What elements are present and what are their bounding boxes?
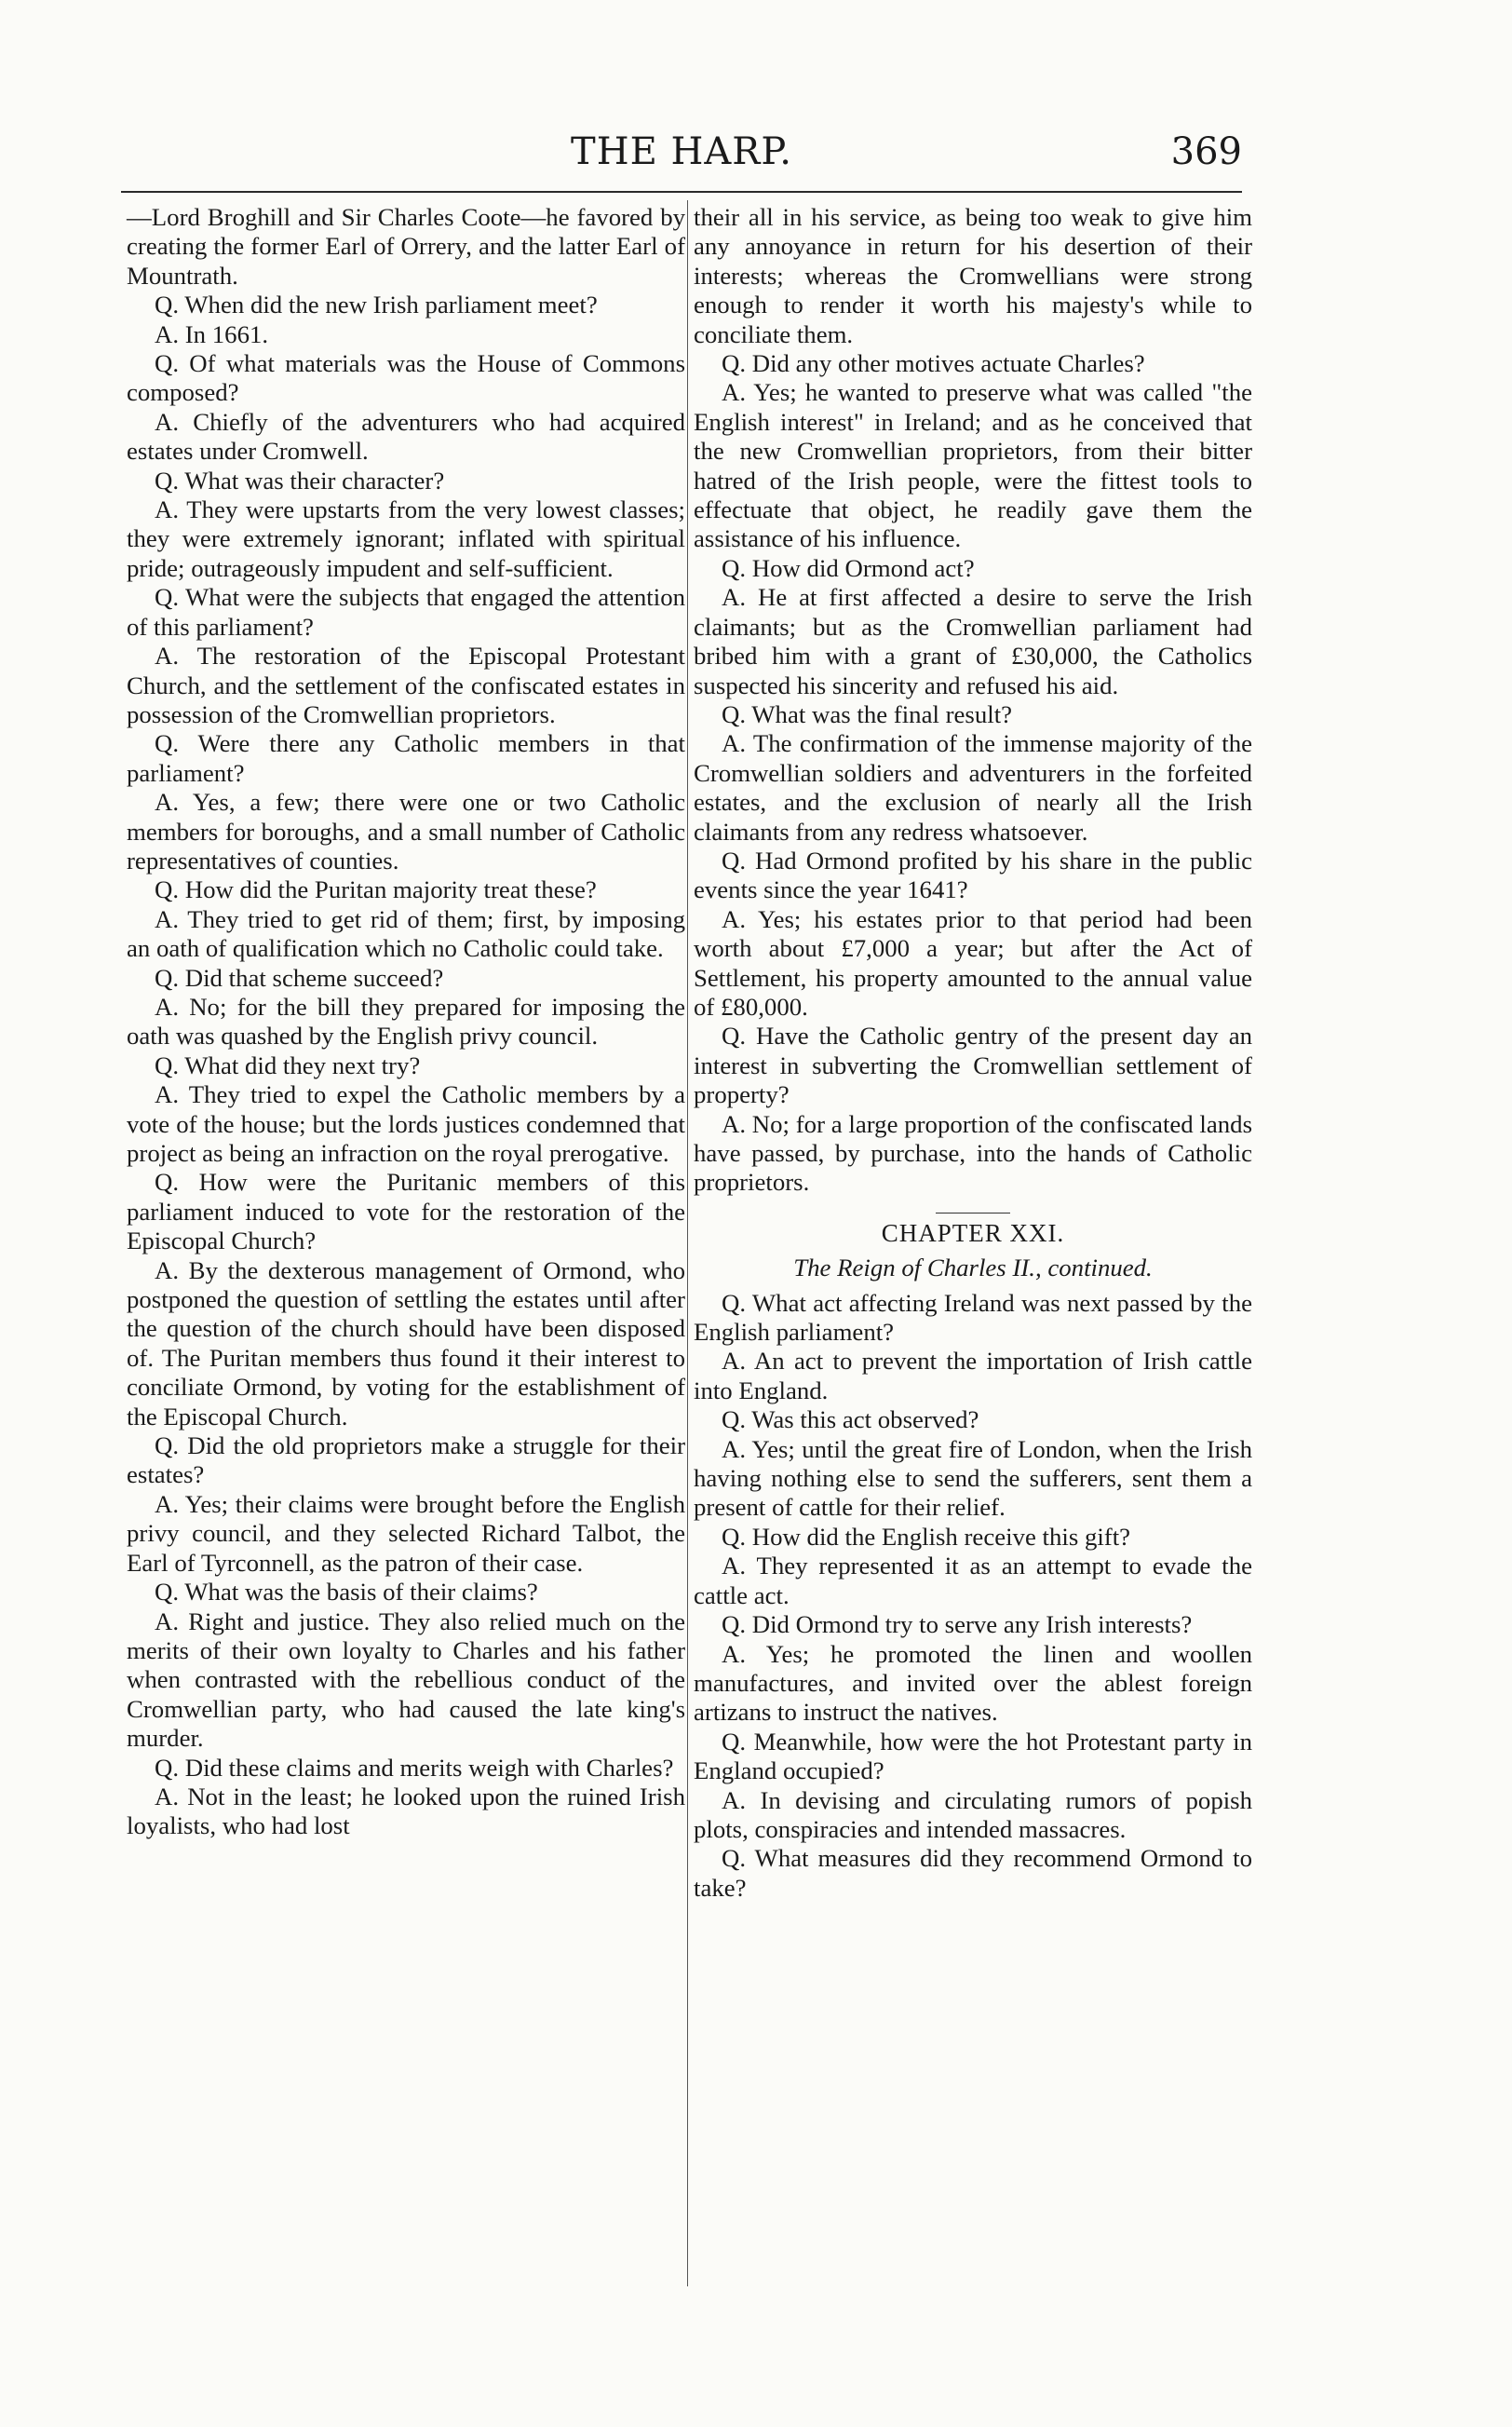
paragraph: A. Yes; he promoted the linen and woollen manufactures, and invited over the ablest foreign artizans to instruct the natives. — [694, 1639, 1252, 1727]
right-column-text-after-chapter — [694, 1289, 1252, 1904]
paragraph: Q. What was the final result? — [722, 699, 1013, 728]
paragraph: A. Yes; his estates prior to that period had been worth about £7,000 a year; but after the Act of Settlement, his property amounted to the annual value of £80,000. — [694, 904, 1252, 1021]
paragraph: A. Right and justice. They also relied much on the merits of their own loyalty to Charles and his father when contrasted with the rebellious conduct of the Cromwellian party, who had caused the late king's murder. — [127, 1607, 685, 1753]
paragraph: A. They represented it as an attempt to evade the cattle act. — [694, 1552, 1252, 1609]
paragraph: A. Yes; until the great fire of London, when the Irish having nothing else to send the sufferers, sent them a present of cattle for their relief. — [694, 1434, 1252, 1522]
paragraph: Q. Meanwhile, how were the hot Protestant party in England occupied? — [694, 1727, 1252, 1785]
paragraph: A. Not in the least; he looked upon the ruined Irish loyalists, who had lost — [127, 1782, 685, 1840]
running-title: THE HARP. — [571, 130, 792, 173]
paragraph: Q. Had Ormond profited by his share in the public events since the year 1641? — [694, 846, 1252, 904]
paragraph: Q. Did that scheme succeed? — [155, 963, 444, 992]
paragraph: Q. What did they next try? — [155, 1051, 421, 1079]
paragraph: their all in his service, as being too weak to give him any annoyance in return for his desertion of their interests; whereas the Cromwellians were strong enough to render it worth his majesty's while to conciliate them. — [694, 203, 1252, 348]
paragraph: Q. How did Ormond act? — [722, 553, 975, 582]
paragraph: Q. Were there any Catholic members in that parliament? — [127, 729, 685, 787]
paragraph: Q. What was the basis of their claims? — [155, 1578, 538, 1607]
paragraph: A. By the dexterous management of Ormond, who postponed the question of settling the estates until after the question of the church should have been disposed of. The Puritan members thus found it their interest to conciliate Ormond, by voting for the establishment of the Episcopal Church. — [127, 1255, 685, 1430]
paragraph: A. In devising and circulating rumors of popish plots, conspiracies and intended massacres. — [694, 1785, 1252, 1843]
paragraph: A. Chiefly of the adventurers who had acquired estates under Cromwell. — [127, 407, 685, 466]
paragraph: Q. How were the Puritanic members of this parliament induced to vote for the restoration of the Episcopal Church? — [127, 1168, 685, 1255]
paragraph: A. Yes; he wanted to preserve what was called "the English interest" in Ireland; and as he conceived that the new Cromwellian proprietors, from their bitter hatred of the Irish people, were the fittest tools to effectuate that object, he readily gave them the assistance of his influence. — [694, 378, 1252, 553]
paragraph: Q. Did Ormond try to serve any Irish interests? — [722, 1610, 1193, 1639]
paragraph: Q. Did any other motives actuate Charles? — [722, 349, 1145, 378]
paragraph: A. They tried to get rid of them; first, by imposing an oath of qualification which no Catholic could take. — [127, 904, 685, 963]
chapter-separator — [936, 1213, 1010, 1214]
left-column — [127, 203, 685, 1841]
paragraph: Q. What was their character? — [155, 466, 445, 495]
paragraph: Q. Of what materials was the House of Commons composed? — [127, 349, 685, 407]
paragraph: A. No; for the bill they prepared for imposing the oath was quashed by the English privy council. — [127, 992, 685, 1051]
paragraph: A. They were upstarts from the very lowest classes; they were extremely ignorant; inflated with spiritual pride; outrageously impudent and self-sufficient. — [127, 495, 685, 582]
paragraph: Q. How did the Puritan majority treat these? — [155, 875, 597, 904]
page-header — [121, 130, 1242, 186]
chapter-title: CHAPTER XXI. — [881, 1218, 1065, 1247]
paragraph: A. The restoration of the Episcopal Protestant Church, and the settlement of the confiscated estates in possession of the Cromwellian proprietors. — [127, 642, 685, 728]
paragraph: Q. Was this act observed? — [722, 1405, 979, 1434]
right-column — [694, 203, 1252, 1903]
right-column-text-before-chapter — [694, 203, 1252, 1198]
column-divider — [687, 200, 688, 2286]
paragraph: A. They tried to expel the Catholic members by a vote of the house; but the lords justices condemned that project as being an infraction on the royal prerogative. — [127, 1080, 685, 1167]
paragraph: Q. What were the subjects that engaged the attention of this parliament? — [127, 583, 685, 641]
paragraph: A. The confirmation of the immense majority of the Cromwellian soldiers and adventurers in the forfeited estates, and the exclusion of nearly all the Irish claimants from any redress whatsoever. — [694, 729, 1252, 846]
paragraph: A. No; for a large proportion of the confiscated lands have passed, by purchase, into the hands of Catholic proprietors. — [694, 1109, 1252, 1197]
paragraph: Q. When did the new Irish parliament meet? — [155, 291, 598, 319]
paragraph: A. Yes, a few; there were one or two Catholic members for boroughs, and a small number of Catholic representatives of counties. — [127, 788, 685, 875]
page-number: 369 — [1170, 130, 1242, 173]
header-rule — [121, 191, 1242, 193]
paragraph: Q. What measures did they recommend Ormond to take? — [694, 1844, 1252, 1902]
paragraph: A. An act to prevent the importation of Irish cattle into England. — [694, 1347, 1252, 1404]
paragraph: Q. Did these claims and merits weigh with Charles? — [155, 1753, 674, 1782]
paragraph: —Lord Broghill and Sir Charles Coote—he favored by creating the former Earl of Orrery, and the latter Earl of Mountrath. — [127, 203, 685, 290]
paragraph: A. He at first affected a desire to serve the Irish claimants; but as the Cromwellian parliament had bribed him with a grant of £30,000, the Catholics suspected his sincerity and refused his aid. — [694, 583, 1252, 699]
paragraph: Q. How did the English receive this gift? — [722, 1522, 1131, 1551]
chapter-subtitle: The Reign of Charles II., continued. — [793, 1254, 1153, 1282]
paragraph: A. Yes; their claims were brought before the English privy council, and they selected Richard Talbot, the Earl of Tyrconnell, as the patron of their case. — [127, 1489, 685, 1577]
paragraph: Q. Have the Catholic gentry of the present day an interest in subverting the Cromwellian settlement of property? — [694, 1022, 1252, 1109]
paragraph: A. In 1661. — [155, 319, 269, 348]
paragraph: Q. Did the old proprietors make a struggle for their estates? — [127, 1431, 685, 1489]
paragraph: Q. What act affecting Ireland was next passed by the English parliament? — [694, 1288, 1252, 1347]
